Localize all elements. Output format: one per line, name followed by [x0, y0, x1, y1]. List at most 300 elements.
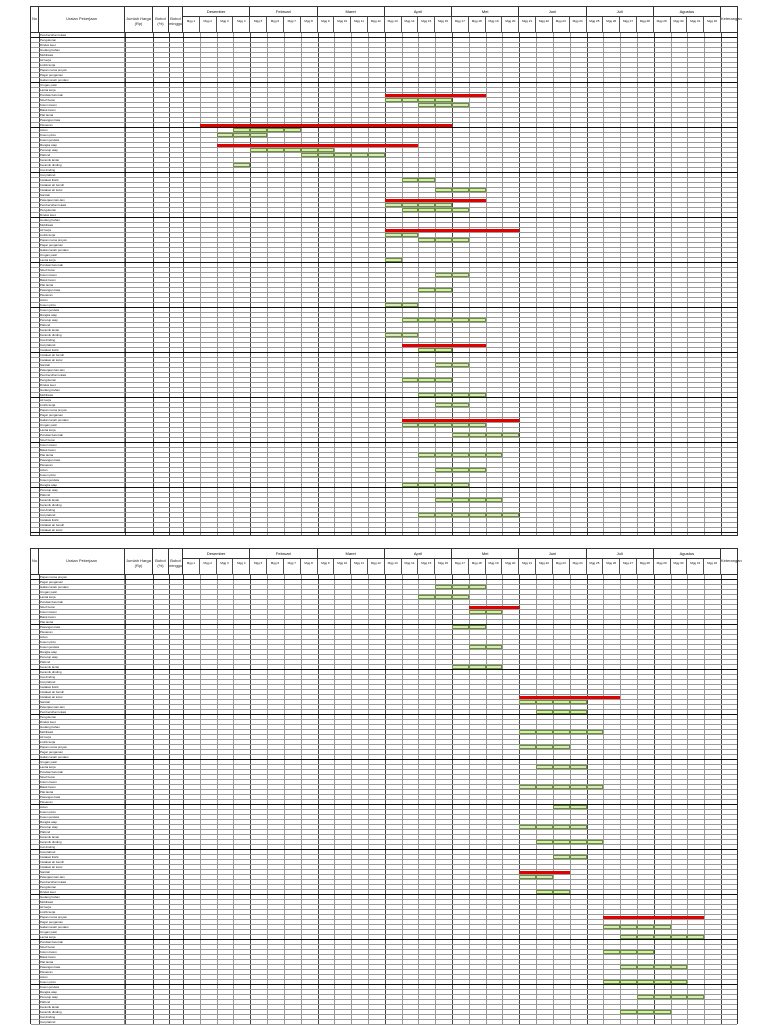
row-label: Mobilisasi	[39, 53, 125, 57]
row-label: Lantai kerja	[39, 765, 125, 769]
progress-cell	[519, 745, 536, 749]
progress-cell	[687, 935, 704, 939]
progress-cell	[469, 453, 486, 457]
progress-cell	[418, 423, 435, 427]
progress-cell	[553, 700, 570, 704]
row-label: Direksi keet	[39, 213, 125, 217]
progress-cell	[553, 765, 570, 769]
row-label: Penutup atap	[39, 825, 125, 829]
progress-cell	[519, 730, 536, 734]
progress-cell	[418, 238, 435, 242]
month-header: Desember	[183, 7, 250, 17]
header-bobot: Bobot (%)	[153, 7, 169, 33]
progress-cell	[435, 453, 452, 457]
progress-cell	[637, 935, 654, 939]
row-label: Papan nama proyek	[39, 915, 125, 919]
progress-cell	[318, 148, 335, 152]
progress-cell	[570, 700, 587, 704]
month-header: Maret	[318, 549, 385, 559]
schedule-bar	[385, 94, 486, 97]
progress-cell	[385, 303, 402, 307]
progress-cell	[435, 348, 452, 352]
row-label: Pengukuran	[39, 208, 125, 212]
progress-cell	[553, 805, 570, 809]
week-header: Mgg 14	[402, 17, 419, 33]
row-label: Urugan pasir	[39, 930, 125, 934]
month-header: Februari	[250, 549, 317, 559]
header-jumlah-harga: Jumlah Harga (Rp)	[125, 7, 153, 33]
row-label: Instalasi air bersih	[39, 183, 125, 187]
progress-cell	[536, 840, 553, 844]
week-header: Mgg 12	[368, 17, 385, 33]
row-label: Cat plafond	[39, 513, 125, 517]
progress-cell	[435, 98, 452, 102]
progress-cell	[233, 163, 250, 167]
row-label: Balok beton	[39, 448, 125, 452]
row-label: Papan nama proyek	[39, 408, 125, 412]
progress-cell	[385, 203, 402, 207]
row-label: Pondasi batu kali	[39, 263, 125, 267]
progress-cell	[435, 513, 452, 517]
progress-cell	[233, 133, 250, 137]
row-label: Rangka atap	[39, 483, 125, 487]
row-label: Pondasi batu kali	[39, 770, 125, 774]
progress-cell	[418, 288, 435, 292]
progress-cell	[536, 745, 553, 749]
row-label: Pasangan bata	[39, 625, 125, 629]
row-label: Plafond	[39, 1000, 125, 1004]
progress-cell	[469, 318, 486, 322]
progress-cell	[536, 730, 553, 734]
progress-cell	[570, 730, 587, 734]
progress-cell	[637, 980, 654, 984]
week-header: Mgg 17	[452, 559, 469, 575]
progress-cell	[687, 995, 704, 999]
progress-cell	[536, 700, 553, 704]
progress-cell	[452, 188, 469, 192]
row-label: Cat dinding	[39, 168, 125, 172]
progress-cell	[553, 825, 570, 829]
progress-cell	[486, 645, 503, 649]
row-label: Balok beton	[39, 108, 125, 112]
table-row	[31, 1020, 737, 1025]
progress-cell	[502, 433, 519, 437]
row-label: Pekerjaan lain-lain	[39, 705, 125, 709]
row-label: Kusen jendela	[39, 308, 125, 312]
row-label: Plesteran	[39, 630, 125, 634]
row-label: Kolom beton	[39, 443, 125, 447]
row-label: Keramik lantai	[39, 835, 125, 839]
row-label: Air kerja	[39, 905, 125, 909]
progress-cell	[620, 980, 637, 984]
row-label: Sloof beton	[39, 605, 125, 609]
row-label: Acian	[39, 635, 125, 639]
row-label: Sanitair	[39, 700, 125, 704]
row-label: Pasangan bata	[39, 288, 125, 292]
progress-cell	[452, 453, 469, 457]
row-label: Plat lantai	[39, 790, 125, 794]
progress-cell	[267, 148, 284, 152]
row-label: Cat dinding	[39, 1015, 125, 1019]
row-label: Instalasi air bersih	[39, 353, 125, 357]
row-label: Plesteran	[39, 123, 125, 127]
row-label: Rangka atap	[39, 313, 125, 317]
row-label: Direksi keet	[39, 43, 125, 47]
progress-cell	[637, 965, 654, 969]
row-label: Sloof beton	[39, 775, 125, 779]
progress-cell	[402, 318, 419, 322]
progress-cell	[519, 825, 536, 829]
progress-cell	[570, 765, 587, 769]
progress-cell	[435, 585, 452, 589]
progress-cell	[671, 980, 688, 984]
row-label: Instalasi listrik	[39, 685, 125, 689]
row-label: Sloof beton	[39, 98, 125, 102]
row-label: Gudang bahan	[39, 218, 125, 222]
progress-cell	[418, 453, 435, 457]
progress-cell	[486, 498, 503, 502]
week-header: Mgg 3	[217, 17, 234, 33]
week-header: Mgg 22	[536, 559, 553, 575]
row-label: Plat lantai	[39, 620, 125, 624]
row-label: Pasangan bata	[39, 458, 125, 462]
progress-cell	[620, 925, 637, 929]
row-label: Kolom beton	[39, 273, 125, 277]
row-label: Kusen pintu	[39, 133, 125, 137]
row-label: Keramik dinding	[39, 1010, 125, 1014]
schedule-bar	[402, 419, 520, 422]
progress-cell	[603, 925, 620, 929]
progress-cell	[570, 785, 587, 789]
progress-cell	[402, 208, 419, 212]
row-label: Penutup atap	[39, 148, 125, 152]
week-header: Mgg 13	[385, 17, 402, 33]
row-label: Kolom beton	[39, 780, 125, 784]
progress-cell	[418, 348, 435, 352]
week-header: Mgg 26	[603, 559, 620, 575]
row-label: Pekerjaan lain-lain	[39, 198, 125, 202]
month-header: Februari	[250, 7, 317, 17]
progress-cell	[402, 378, 419, 382]
row-label: Mobilisasi	[39, 393, 125, 397]
progress-cell	[250, 133, 267, 137]
progress-cell	[570, 840, 587, 844]
week-header: Mgg 6	[267, 17, 284, 33]
week-header: Mgg 13	[385, 559, 402, 575]
progress-cell	[402, 483, 419, 487]
progress-cell	[250, 128, 267, 132]
row-label: Pagar pengaman	[39, 580, 125, 584]
week-header: Mgg 9	[318, 17, 335, 33]
row-label: Galian tanah pondasi	[39, 78, 125, 82]
progress-cell	[469, 188, 486, 192]
progress-cell	[385, 258, 402, 262]
row-label: Plat lantai	[39, 960, 125, 964]
progress-cell	[637, 925, 654, 929]
row-label: Urugan pasir	[39, 253, 125, 257]
progress-cell	[469, 645, 486, 649]
row-label: Listrik kerja	[39, 63, 125, 67]
progress-cell	[469, 433, 486, 437]
progress-cell	[318, 153, 335, 157]
progress-cell	[486, 665, 503, 669]
progress-cell	[435, 288, 452, 292]
row-label: Instalasi air bersih	[39, 690, 125, 694]
header-no: No	[31, 7, 39, 33]
row-label: Urugan pasir	[39, 83, 125, 87]
progress-cell	[402, 303, 419, 307]
row-label: Pagar pengaman	[39, 73, 125, 77]
progress-cell	[637, 995, 654, 999]
week-header: Mgg 5	[250, 559, 267, 575]
schedule-bar	[200, 124, 452, 127]
progress-cell	[418, 98, 435, 102]
row-label: Pasangan bata	[39, 795, 125, 799]
progress-cell	[402, 203, 419, 207]
progress-cell	[402, 423, 419, 427]
progress-cell	[637, 950, 654, 954]
week-header: Mgg 24	[570, 559, 587, 575]
week-header: Mgg 15	[418, 559, 435, 575]
header-uraian: Uraian Pekerjaan	[39, 7, 125, 33]
week-header: Mgg 29	[654, 17, 671, 33]
row-label: Sloof beton	[39, 945, 125, 949]
progress-cell	[452, 513, 469, 517]
row-label: Acian	[39, 468, 125, 472]
week-header: Mgg 20	[502, 559, 519, 575]
row-label: Lantai kerja	[39, 428, 125, 432]
progress-cell	[654, 980, 671, 984]
week-header: Mgg 4	[233, 17, 250, 33]
row-label: Urugan pasir	[39, 423, 125, 427]
row-label: Sloof beton	[39, 268, 125, 272]
progress-cell	[435, 423, 452, 427]
schedule-bar	[519, 696, 620, 699]
progress-cell	[452, 238, 469, 242]
row-label: Rangka atap	[39, 990, 125, 994]
row-label: Plat lantai	[39, 283, 125, 287]
progress-cell	[486, 433, 503, 437]
week-header: Mgg 18	[469, 17, 486, 33]
progress-cell	[267, 128, 284, 132]
week-header: Mgg 28	[637, 17, 654, 33]
row-label: Mobilisasi	[39, 730, 125, 734]
progress-cell	[671, 965, 688, 969]
progress-cell	[435, 403, 452, 407]
week-header: Mgg 24	[570, 17, 587, 33]
progress-cell	[519, 875, 536, 879]
row-label: Pengukuran	[39, 378, 125, 382]
row-label: Pembersihan lokasi	[39, 710, 125, 714]
row-label: Pondasi batu kali	[39, 433, 125, 437]
week-header: Mgg 9	[318, 559, 335, 575]
progress-cell	[418, 483, 435, 487]
progress-cell	[435, 318, 452, 322]
row-label: Plafond	[39, 830, 125, 834]
progress-cell	[553, 890, 570, 894]
row-label: Cat dinding	[39, 845, 125, 849]
month-header: Juni	[519, 7, 586, 17]
progress-cell	[385, 333, 402, 337]
month-header: Maret	[318, 7, 385, 17]
progress-cell	[587, 730, 604, 734]
row-label: Plesteran	[39, 293, 125, 297]
progress-cell	[486, 610, 503, 614]
header-keterangan: Keterangan	[721, 16, 742, 21]
progress-cell	[536, 710, 553, 714]
progress-cell	[519, 700, 536, 704]
row-label: Acian	[39, 975, 125, 979]
week-header: Mgg 30	[671, 559, 688, 575]
row-label: Instalasi air kotor	[39, 528, 125, 532]
week-header: Mgg 2	[200, 559, 217, 575]
week-header: Mgg 15	[418, 17, 435, 33]
progress-cell	[553, 745, 570, 749]
progress-cell	[654, 995, 671, 999]
row-label: Papan nama proyek	[39, 575, 125, 579]
progress-cell	[435, 103, 452, 107]
schedule-bar	[603, 916, 704, 919]
schedule-bar	[519, 871, 569, 874]
row-label: Keramik dinding	[39, 670, 125, 674]
row-label: Pengukuran	[39, 885, 125, 889]
progress-cell	[301, 148, 318, 152]
row-label: Plesteran	[39, 800, 125, 804]
row-label: Cat plafond	[39, 850, 125, 854]
week-header: Mgg 29	[654, 559, 671, 575]
row-label: Air kerja	[39, 58, 125, 62]
header-jumlah-harga-2: Jumlah Harga (Rp)	[125, 549, 153, 575]
row-label: Kusen jendela	[39, 645, 125, 649]
week-header: Mgg 28	[637, 559, 654, 575]
row-label: Pembersihan lokasi	[39, 203, 125, 207]
month-header: Juli	[587, 549, 654, 559]
row-label: Instalasi air kotor	[39, 865, 125, 869]
week-header: Mgg 7	[284, 559, 301, 575]
row-label: Instalasi air bersih	[39, 860, 125, 864]
progress-cell	[603, 950, 620, 954]
row-label: Listrik kerja	[39, 403, 125, 407]
progress-cell	[452, 483, 469, 487]
table-row	[31, 528, 737, 533]
progress-cell	[351, 153, 368, 157]
row-label: Mobilisasi	[39, 900, 125, 904]
progress-cell	[452, 498, 469, 502]
row-label: Kolom beton	[39, 610, 125, 614]
progress-cell	[284, 148, 301, 152]
progress-cell	[435, 238, 452, 242]
progress-cell	[452, 273, 469, 277]
row-label: Plat lantai	[39, 113, 125, 117]
schedule-bar	[385, 199, 486, 202]
week-header: Mgg 19	[486, 559, 503, 575]
row-label: Plafond	[39, 153, 125, 157]
row-label: Galian tanah pondasi	[39, 248, 125, 252]
row-label: Penutup atap	[39, 655, 125, 659]
row-label: Kusen pintu	[39, 810, 125, 814]
row-label: Instalasi listrik	[39, 178, 125, 182]
row-label: Instalasi air kotor	[39, 188, 125, 192]
progress-cell	[435, 468, 452, 472]
row-label: Sanitair	[39, 870, 125, 874]
week-header: Mgg 4	[233, 559, 250, 575]
row-label: Mobilisasi	[39, 223, 125, 227]
progress-cell	[553, 785, 570, 789]
week-header: Mgg 30	[671, 17, 688, 33]
week-header: Mgg 27	[620, 17, 637, 33]
row-label: Pagar pengaman	[39, 243, 125, 247]
progress-cell	[536, 785, 553, 789]
progress-cell	[284, 128, 301, 132]
progress-cell	[671, 995, 688, 999]
row-label: Kolom beton	[39, 103, 125, 107]
row-label: Pondasi batu kali	[39, 600, 125, 604]
row-label: Galian tanah pondasi	[39, 755, 125, 759]
progress-cell	[418, 178, 435, 182]
progress-cell	[654, 965, 671, 969]
week-header: Mgg 23	[553, 559, 570, 575]
progress-cell	[435, 363, 452, 367]
progress-cell	[418, 318, 435, 322]
row-label: Papan nama proyek	[39, 238, 125, 242]
row-label: Papan nama proyek	[39, 68, 125, 72]
week-header: Mgg 2	[200, 17, 217, 33]
row-label: Gudang bahan	[39, 725, 125, 729]
progress-cell	[452, 665, 469, 669]
header-bobot-minggu-2: Bobot minggu	[169, 549, 183, 575]
week-header: Mgg 21	[519, 559, 536, 575]
row-label: Acian	[39, 298, 125, 302]
progress-cell	[418, 208, 435, 212]
row-label: Acian	[39, 128, 125, 132]
row-label: Direksi keet	[39, 890, 125, 894]
week-header: Mgg 32	[704, 17, 721, 33]
schedule-bar	[217, 144, 419, 147]
row-label: Cat plafond	[39, 1020, 125, 1024]
progress-cell	[469, 423, 486, 427]
progress-cell	[587, 785, 604, 789]
month-header: April	[385, 549, 452, 559]
week-header: Mgg 20	[502, 17, 519, 33]
row-label: Sanitair	[39, 193, 125, 197]
progress-cell	[452, 423, 469, 427]
progress-cell	[469, 665, 486, 669]
week-header: Mgg 17	[452, 17, 469, 33]
row-label: Lantai kerja	[39, 88, 125, 92]
progress-cell	[671, 935, 688, 939]
row-label: Kusen pintu	[39, 980, 125, 984]
row-label: Papan nama proyek	[39, 745, 125, 749]
week-header: Mgg 22	[536, 17, 553, 33]
row-label: Urugan pasir	[39, 590, 125, 594]
progress-cell	[250, 148, 267, 152]
progress-cell	[536, 825, 553, 829]
progress-cell	[452, 625, 469, 629]
progress-cell	[435, 595, 452, 599]
progress-cell	[452, 393, 469, 397]
progress-cell	[469, 498, 486, 502]
row-label: Air kerja	[39, 735, 125, 739]
table-header	[31, 7, 742, 33]
row-label: Cat dinding	[39, 675, 125, 679]
progress-cell	[486, 453, 503, 457]
row-label: Keramik lantai	[39, 328, 125, 332]
row-label: Pasangan bata	[39, 118, 125, 122]
progress-cell	[418, 103, 435, 107]
row-label: Pengukuran	[39, 38, 125, 42]
row-label: Kusen jendela	[39, 138, 125, 142]
progress-cell	[452, 433, 469, 437]
